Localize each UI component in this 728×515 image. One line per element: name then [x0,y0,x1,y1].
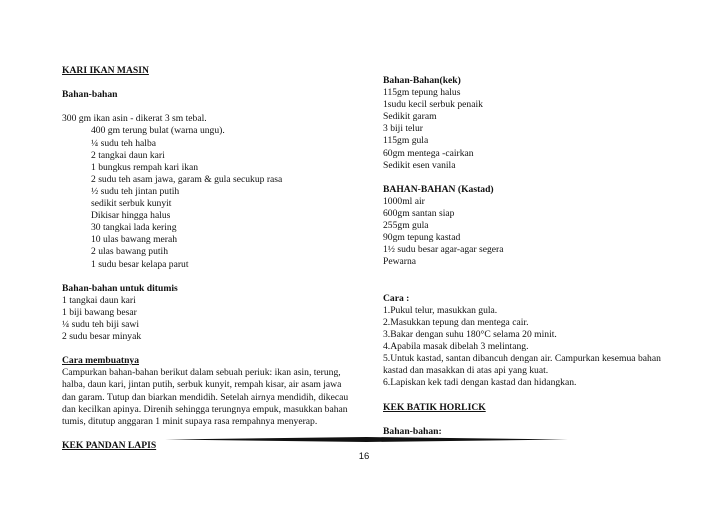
tumis-line: ¼ sudu teh biji sawi [62,318,140,330]
ingredient-line: ½ sudu teh jintan putih [91,185,180,197]
kastad-ingredient: 90gm tepung kastad [383,232,461,244]
recipe-title-kari-ikan-masin: KARI IKAN MASIN [62,65,149,76]
ingredient-line: 1 sudu besar kelapa parut [91,258,189,270]
tumis-heading: Bahan-bahan untuk ditumis [62,282,178,294]
recipe-title-kek-batik-horlick: KEK BATIK HORLICK [383,401,486,413]
cara-step: 6.Lapiskan kek tadi dengan kastad dan hidangkan. [383,377,577,389]
ingredient-line: 30 tangkai lada kering [91,222,177,234]
kek-ingredient: 115gm gula [383,135,429,147]
kek-ingredient: 1sudu kecil serbuk penaik [383,99,483,111]
bahan-heading: Bahan-bahan [62,89,118,101]
kastad-ingredient: 600gm santan siap [383,208,455,220]
kastad-ingredient: 1000ml air [383,195,425,207]
ingredient-line: 400 gm terung bulat (warna ungu). [91,125,225,137]
tumis-line: 1 biji bawang besar [62,306,137,318]
kastad-ingredient: Pewarna [383,256,417,268]
kek-ingredient: 60gm mentega -cairkan [383,147,474,159]
ingredient-line: sedikit serbuk kunyit [91,198,172,210]
kek-ingredient: Sedikit garam [383,111,437,123]
ingredient-line: 2 ulas bawang putih [91,246,169,258]
page-number: 16 [358,451,370,462]
ingredient-line: ¼ sudu teh halba [91,137,157,149]
cara-line: dan kecilkan apinya. Direnih sehingga terungnya empuk, masukkan bahan [62,403,348,415]
recipe-title-kek-pandan-lapis: KEK PANDAN LAPIS [62,439,157,451]
cara-step: 4.Apabila masak dibelah 3 melintang. [383,341,529,353]
left-column [62,65,362,452]
ingredient-line: 2 sudu teh asam jawa, garam & gula secukup rasa [91,173,283,185]
kek-ingredient: 115gm tepung halus [383,87,461,99]
cara-heading-right: Cara : [383,292,410,304]
kek-heading: Bahan-Bahan(kek) [383,75,461,86]
ingredient-line: 1 bungkus rempah kari ikan [91,161,199,173]
cara-step: kastad dan masakkan di atas api yang kuat. [383,365,549,377]
kastad-ingredient: 1½ sudu besar agar-agar segera [383,244,504,256]
ingredient-line: Dikisar hingga halus [91,210,171,222]
cara-step: 5.Untuk kastad, santan dibancuh dengan air. Campurkan kesemua bahan [383,353,661,365]
cara-step: 1.Pukul telur, masukkan gula. [383,304,498,316]
cara-line: halba, daun kari, jintan putih, serbuk kunyit, rempah kisar, air asam jawa [62,379,342,391]
cara-line: Campurkan bahan-bahan berikut dalam sebuah periuk: ikan asin, terung, [62,367,341,379]
kastad-ingredient: 255gm gula [383,220,429,232]
cara-line: tumis, ditutup anggaran 1 minit supaya rasa rempahnya menyerap. [62,415,318,427]
tumis-line: 1 tangkai daun kari [62,294,136,306]
tumis-line: 2 sudu besar minyak [62,331,142,343]
kek-ingredient: 3 biji telur [383,123,423,135]
ingredient-line: 10 ulas bawang merah [91,234,178,246]
bahan-heading-right: Bahan-bahan: [383,425,442,437]
cara-step: 3.Bakar dengan suhu 180°C selama 20 minit. [383,328,557,340]
ingredient-line: 2 tangkai daun kari [91,149,165,161]
kek-ingredient: Sedikit esen vanila [383,159,456,171]
cara-line: dan garam. Tutup dan biarkan mendidih. Setelah airnya mendidih, dikecau [62,391,349,403]
right-column [383,75,713,438]
kastad-heading: BAHAN-BAHAN (Kastad) [383,183,494,195]
cara-heading: Cara membuatnya [62,355,140,367]
cara-step: 2.Masukkan tepung dan mentega cair. [383,316,529,328]
ingredient-line: 300 gm ikan asin - dikerat 3 sm tebal. [62,113,207,125]
footer-divider [165,437,568,442]
